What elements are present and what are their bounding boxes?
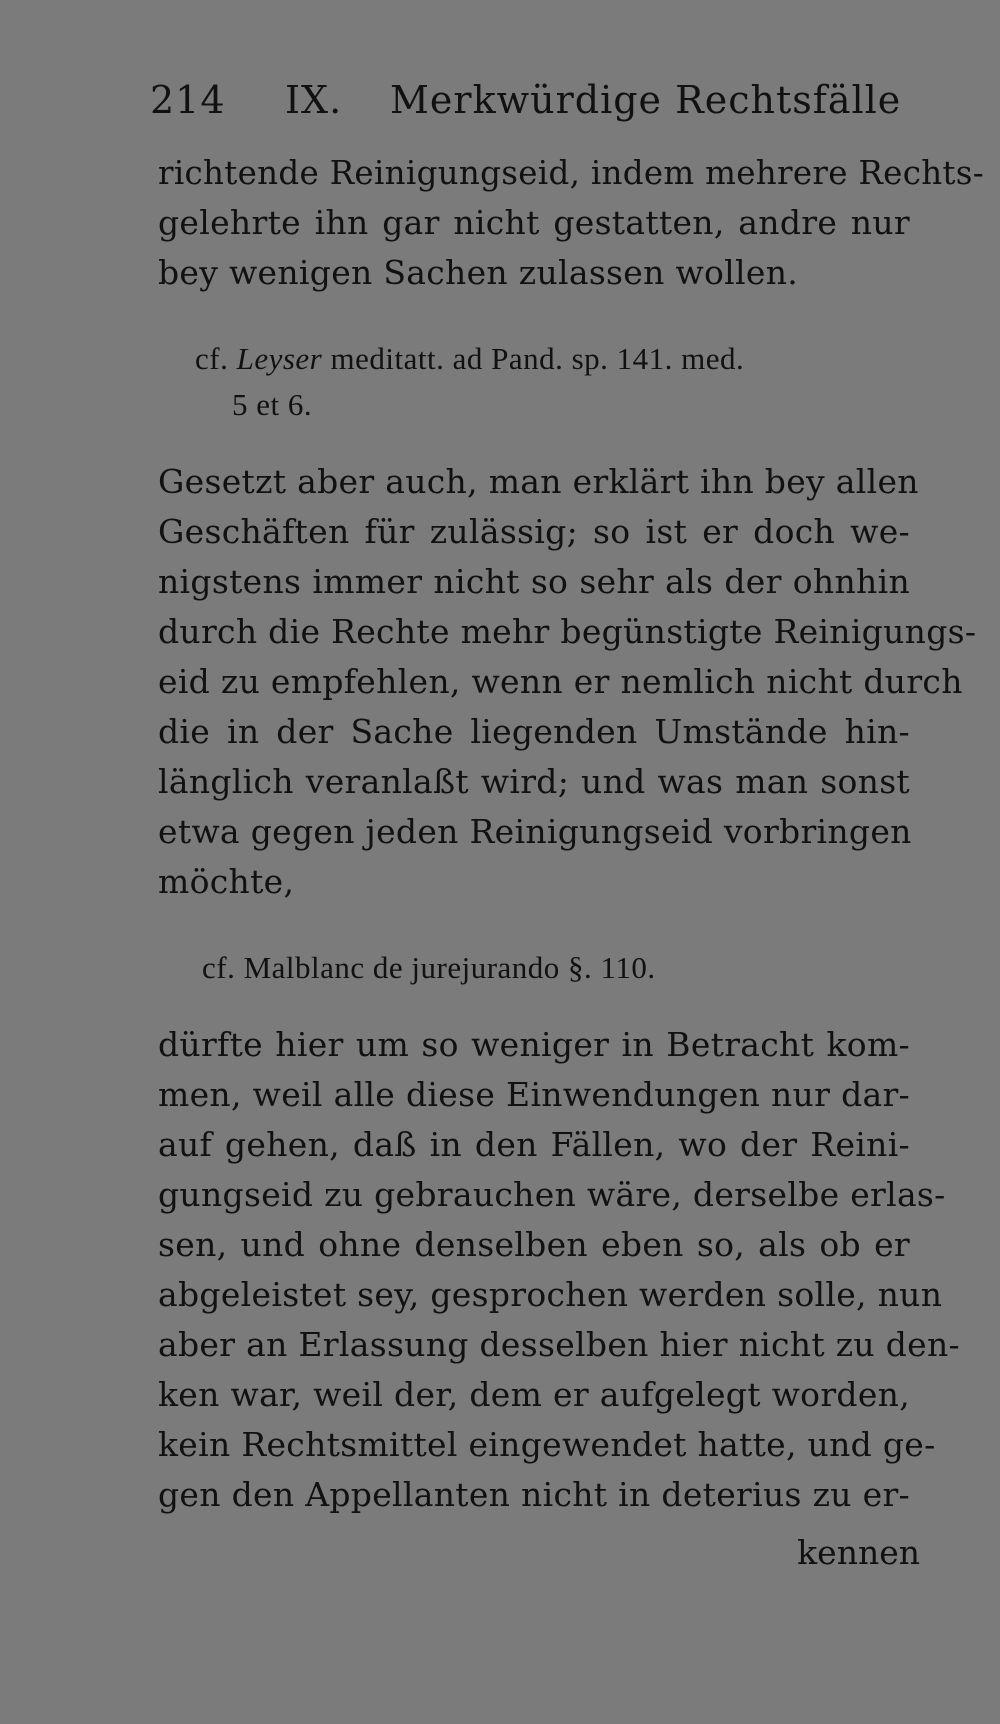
text-line: die in der Sache liegenden Umstände hin-	[158, 712, 910, 751]
citation-prefix: cf.	[195, 341, 229, 376]
citation-malblanc: cf. Malblanc de jurejurando §. 110.	[202, 950, 656, 985]
text-line: dürfte hier um so weniger in Betracht kom-	[158, 1025, 910, 1064]
text-line: Gesetzt aber auch, man erklärt ihn bey allen	[158, 462, 919, 501]
text-line: aber an Erlassung desselben hier nicht zu den-	[158, 1325, 960, 1364]
text-line: auf gehen, daß in den Fällen, wo der Reini-	[158, 1125, 910, 1164]
running-header	[150, 78, 920, 128]
catchword: kennen	[797, 1533, 920, 1572]
text-line: men, weil alle diese Einwendungen nur dar-	[158, 1075, 910, 1114]
text-line: möchte,	[158, 862, 295, 901]
text-line: Geschäften für zulässig; so ist er doch we-	[158, 512, 910, 551]
text-line: bey wenigen Sachen zulassen wollen.	[158, 253, 799, 292]
citation-continuation: 5 et 6.	[232, 387, 313, 422]
text-line: etwa gegen jeden Reinigungseid vorbringen	[158, 812, 912, 851]
text-line: sen, und ohne denselben eben so, als ob er	[158, 1225, 910, 1264]
citation-leyser	[195, 336, 744, 382]
citation-author: Leyser	[236, 341, 323, 376]
text-line: eid zu empfehlen, wenn er nemlich nicht durch	[158, 662, 963, 701]
text-line: nigstens immer nicht so sehr als der ohnhin	[158, 562, 910, 601]
page-number: 214	[150, 78, 226, 122]
text-line: gelehrte ihn gar nicht gestatten, andre nur	[158, 203, 910, 242]
text-line: durch die Rechte mehr begünstigte Reinigungs-	[158, 612, 977, 651]
text-line: richtende Reinigungseid, indem mehrere Rechts-	[158, 154, 985, 192]
text-line: kein Rechtsmittel eingewendet hatte, und ge-	[158, 1425, 936, 1464]
running-title: Merkwürdige Rechtsfälle	[390, 78, 902, 122]
text-line: gen den Appellanten nicht in deterius zu er-	[158, 1475, 910, 1514]
citation-text: meditatt. ad Pand. sp. 141. med.	[330, 341, 745, 376]
chapter-number: IX.	[285, 78, 343, 122]
text-line: gungseid zu gebrauchen wäre, derselbe erlas-	[158, 1175, 946, 1214]
text-line: abgeleistet sey, gesprochen werden solle, nun	[158, 1275, 943, 1314]
text-line: ken war, weil der, dem er aufgelegt worden,	[158, 1375, 910, 1414]
text-line: länglich veranlaßt wird; und was man sonst	[158, 762, 910, 801]
